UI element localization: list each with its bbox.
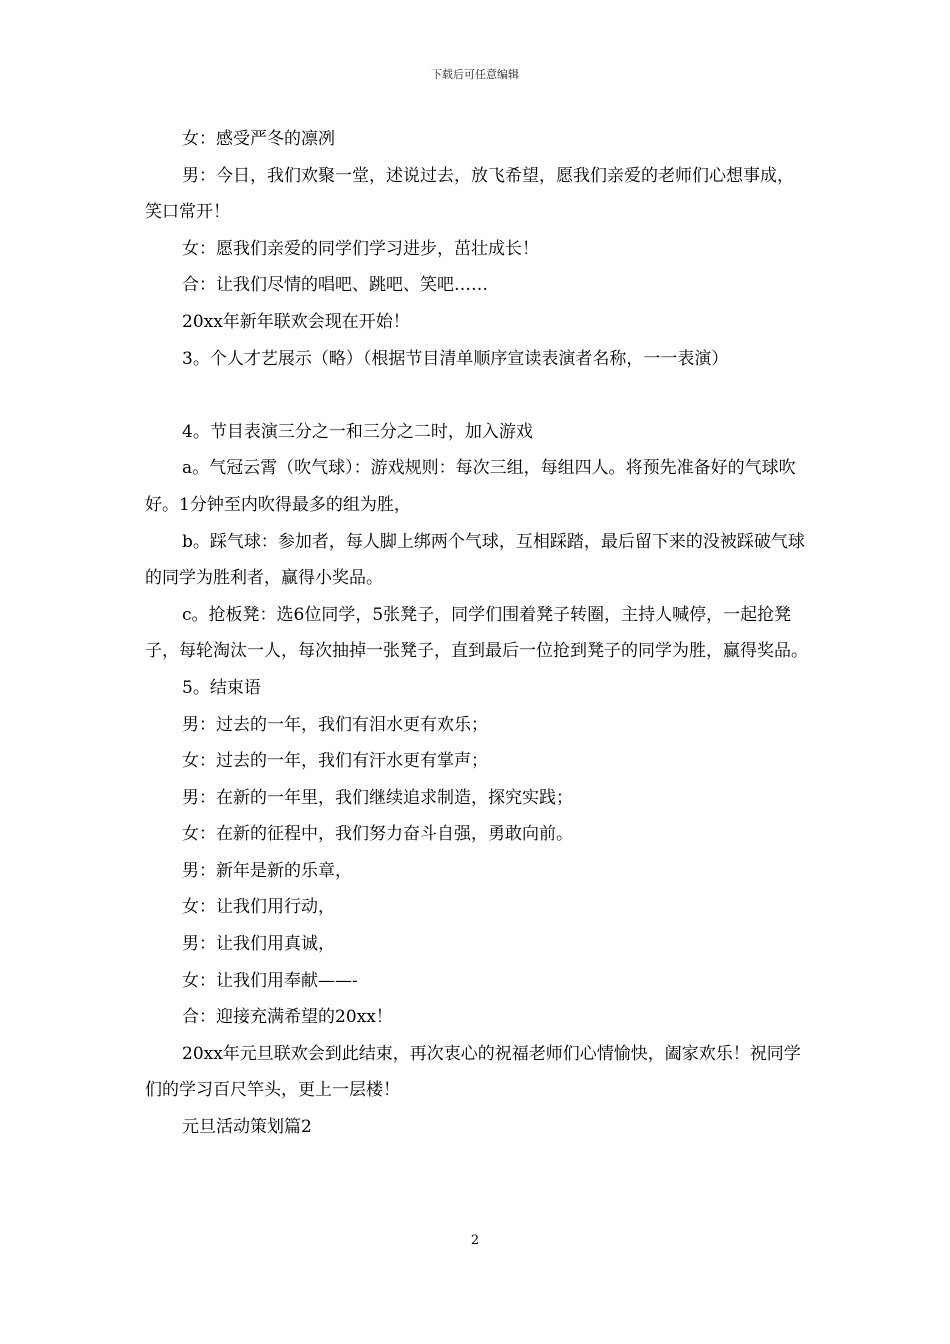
paragraph: 女：过去的一年，我们有汗水更有掌声； <box>182 751 488 772</box>
paragraph: 女：让我们用行动， <box>182 897 335 918</box>
paragraph: 男：过去的一年，我们有泪水更有欢乐； <box>182 714 488 735</box>
paragraph: 合：迎接充满希望的20xx！ <box>182 1007 393 1028</box>
paragraph: 20xx年元旦联欢会到此结束，再次衷心的祝福老师们心情愉快，阖家欢乐！祝同学们的学习百尺竿头，更上一层楼！ <box>145 1043 801 1101</box>
paragraph: 5。结束语 <box>182 677 261 698</box>
paragraph: 男：在新的一年里，我们继续追求制造，探究实践； <box>182 787 573 808</box>
paragraph: 4。节目表演三分之一和三分之二时，加入游戏 <box>182 421 533 442</box>
page-number: 2 <box>470 1233 480 1248</box>
paragraph: 合：让我们尽情的唱吧、跳吧、笑吧…… <box>182 275 488 296</box>
paragraph: 女：感受严冬的凛冽 <box>182 129 335 149</box>
paragraph: a。气冠云霄（吹气球）：游戏规则：每次三组，每组四人。将预先准备好的气球吹好。1分钟至内吹得最多的组为胜， <box>145 458 796 515</box>
paragraph: 男：今日，我们欢聚一堂，述说过去，放飞希望，愿我们亲爱的老师们心想事成，笑口常开！ <box>145 165 794 223</box>
paragraph: 女：在新的征程中，我们努力奋斗自强，勇敢向前。 <box>182 824 573 845</box>
paragraph: 3。个人才艺展示（略）（根据节目清单顺序宣读表演者名称，一一表演） <box>182 348 729 369</box>
paragraph: b。踩气球：参加者，每人脚上绑两个气球，互相踩踏，最后留下来的没被踩破气球的同学为胜利者，赢得小奖品。 <box>145 531 805 589</box>
blank-line <box>145 377 810 414</box>
paragraph: 元旦活动策划篇2 <box>182 1117 312 1138</box>
paragraph: 男：新年是新的乐章， <box>182 860 352 881</box>
page-header-note: 下载后可任意编辑 <box>431 68 519 81</box>
paragraph: 20xx年新年联欢会现在开始！ <box>182 311 410 332</box>
paragraph: 男：让我们用真诚， <box>182 934 335 955</box>
paragraph: 女：让我们用奉献——- <box>182 970 358 991</box>
document-body <box>145 121 810 1146</box>
paragraph: 女：愿我们亲爱的同学们学习进步，茁壮成长！ <box>182 238 539 259</box>
paragraph: c。抢板凳：选6位同学，5张凳子，同学们围着凳子转圈，主持人喊停，一起抢凳子，每轮淘汰一人，每次抽掉一张凳子，直到最后一位抢到凳子的同学为胜，赢得奖品。 <box>145 604 808 662</box>
